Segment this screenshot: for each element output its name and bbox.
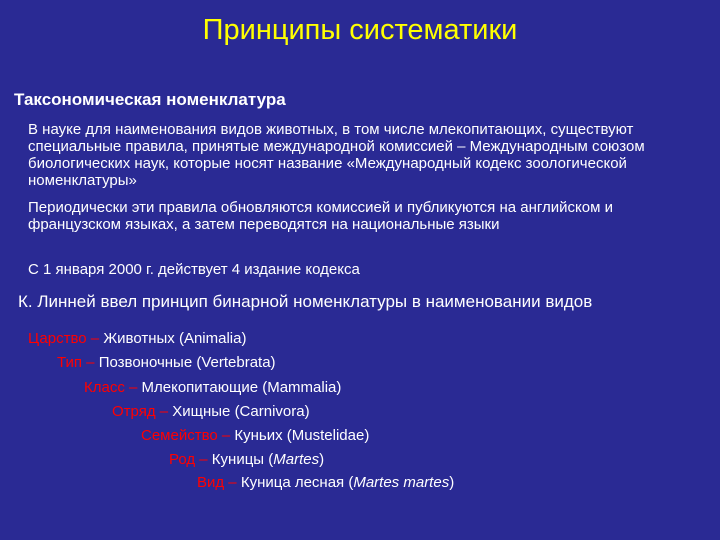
paragraph-code-updates: Периодически эти правила обновляются комиссией и публикуются на английском и французском языках, а затем переводятся на национальные языки [28, 199, 613, 233]
rank-label: Вид – [197, 474, 241, 491]
taxon-order [112, 403, 310, 420]
taxon-kingdom [28, 330, 246, 347]
taxon-class [84, 379, 341, 396]
linnaeus-statement: К. Линней ввел принцип бинарной номенклатуры в наименовании видов [18, 292, 593, 311]
taxon-name: Хищные (Carnivora) [172, 403, 310, 420]
taxon-name: Куньих (Mustelidae) [234, 427, 370, 444]
taxon-name-prefix: Куницы ( [211, 451, 274, 468]
slide-title: Принципы систематики [202, 14, 518, 46]
section-subtitle: Таксономическая номенклатура [14, 90, 286, 109]
taxon-name-suffix: ) [449, 474, 455, 491]
rank-label: Род – [169, 451, 212, 468]
taxon-genus [169, 451, 324, 468]
taxon-name-prefix: Куница лесная ( [240, 474, 354, 491]
rank-label: Тип – [57, 354, 99, 371]
rank-label: Класс – [84, 379, 142, 396]
taxon-phylum [57, 354, 276, 371]
rank-label: Семейство – [141, 427, 235, 444]
paragraph-code-intro: В науке для наименования видов животных, в том числе млекопитающих, существуют специальные правила, принятые международной комиссией – Международным союзом биологических наук, которые носят название «Международный кодекс зоологической номенклатуры» [28, 121, 645, 189]
rank-label: Царство – [28, 330, 104, 347]
taxon-family [141, 427, 369, 444]
taxon-name: Животных (Animalia) [103, 330, 247, 347]
taxon-name: Позвоночные (Vertebrata) [98, 354, 276, 371]
taxon-name-suffix: ) [319, 451, 325, 468]
taxon-name: Млекопитающие (Mammalia) [141, 379, 342, 396]
paragraph-code-edition: С 1 января 2000 г. действует 4 издание кодекса [28, 261, 360, 278]
taxon-latin-name: Martes martes [353, 474, 450, 491]
taxon-species [197, 474, 454, 491]
taxon-latin-name: Martes [273, 451, 320, 468]
rank-label: Отряд – [112, 403, 173, 420]
